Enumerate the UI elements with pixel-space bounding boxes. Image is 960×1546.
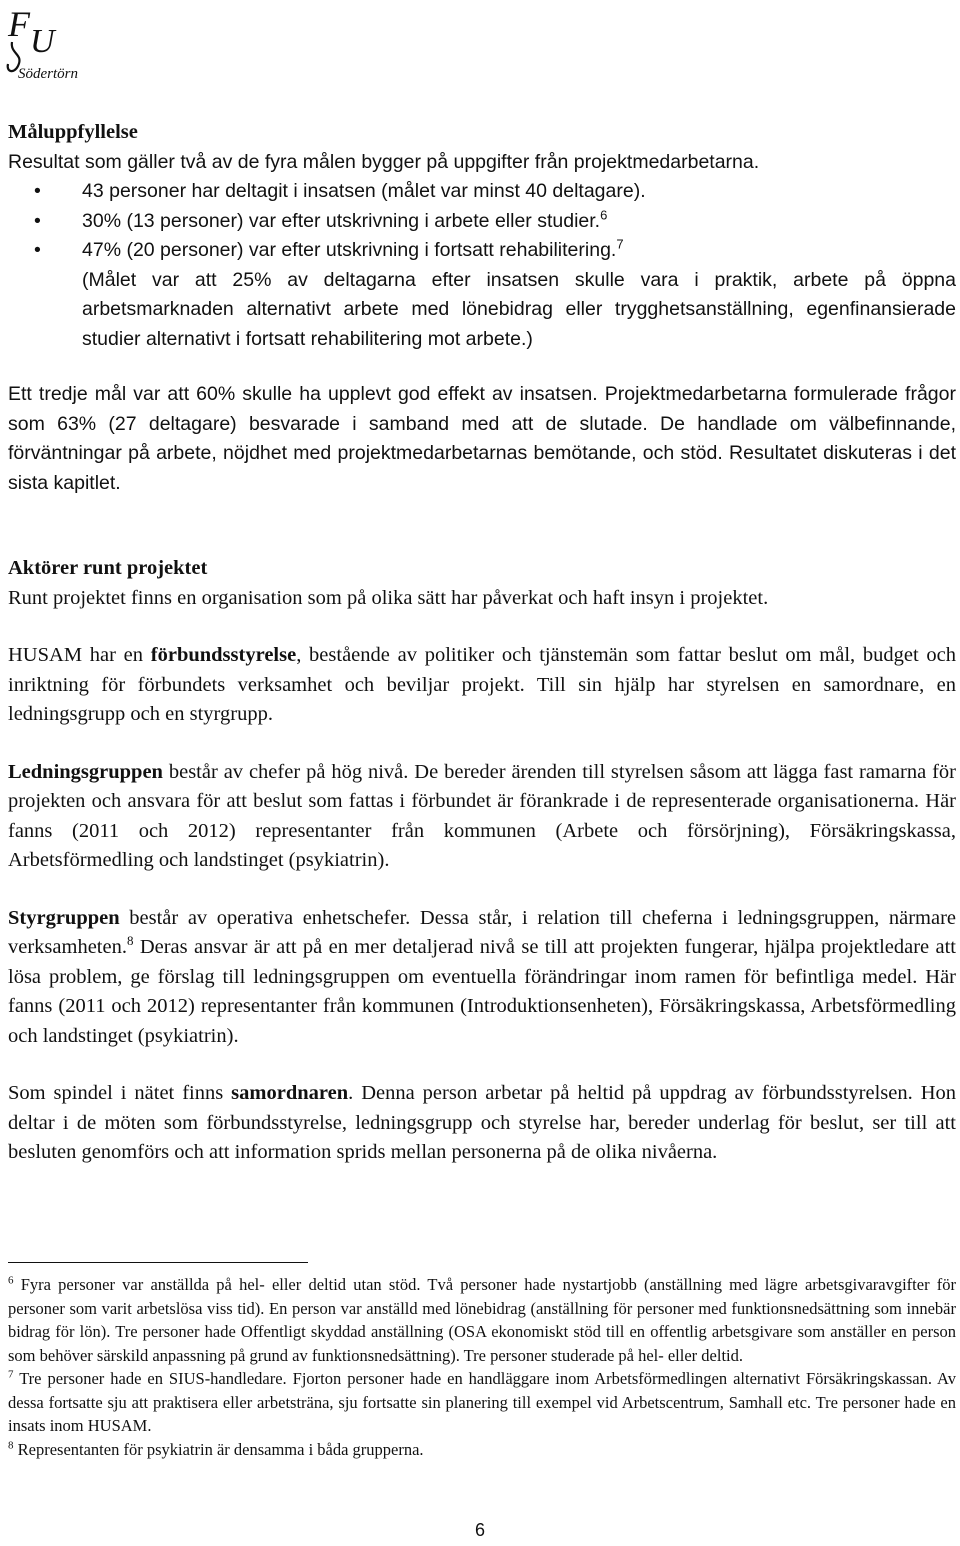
heading-aktorer: Aktörer runt projektet [8, 557, 208, 579]
results-intro: Resultat som gäller två av de fyra målen bygger på uppgifter från projektmedarbetarna. [8, 150, 760, 173]
logo-monogram-u: U [30, 23, 55, 60]
footnotes [8, 1262, 956, 1461]
footnote-ref: 8 [126, 933, 134, 949]
footnote-7: $^7$ Tre personer hade en SIUS-handledare. Fjorton personer hade en handläggare inom Arbetsförmedlingen alternativt Försäkringskassan. Av dessa fortsatte sju att praktisera eller arbetsträna, sju fortsatte sin planering till exempel vid Arbetscentrum, Samhall etc. Tre personer hade en insats inom HUSAM. [8, 1368, 956, 1435]
page-number: 6 [474, 1520, 485, 1540]
husam-paragraph: HUSAM har en förbundsstyrelse, bestående av politiker och tjänstemän som fattar beslut om mål, budget och inriktning för förbundets verksamhet och beviljar projekt. Till sin hjälp har styrelsen en samordnare, en ledningsgrupp och en styrgrupp. [8, 644, 956, 725]
list-item: • 43 personer har deltagit i insatsen (målet var minst 40 deltagare). [8, 177, 956, 207]
logo-wordmark: Södertörn [18, 66, 78, 82]
samordnaren-paragraph: Som spindel i nätet finns samordnaren. Denna person arbetar på heltid på uppdrag av förbundsstyrelsen. Hon deltar i de möten som förbundsstyrelse, ledningsgrupp och styrelse har, bereder underlag för beslut, ser till att besluten genomförs och att information sprids mellan personerna på de olika nivåerna. [8, 1082, 956, 1163]
term-ledningsgruppen: Ledningsgruppen [8, 760, 163, 783]
bullet-icon: • [34, 209, 41, 232]
logo-monogram-f: F [8, 4, 30, 44]
footnote-8: $^8$ Representanten för psykiatrin är densamma i båda grupperna. [8, 1439, 424, 1459]
page-body [8, 118, 956, 1168]
goal-note: (Målet var att 25% av deltagarna efter insatsen skulle vara i praktik, arbete på öppna arbetsmarknaden alternativt arbete med lönebidrag eller trygghetsanställning, egenfinansierade studier alternativt i fortsatt rehabilitering mot arbete.) [82, 268, 956, 350]
list-item: • 30% (13 personer) var efter utskrivning i arbete eller studier.$^6$ [8, 207, 956, 237]
footnote-6: $^6$ Fyra personer var anställda på hel- eller deltid utan stöd. Två personer hade nystartjobb (anställning med lägre arbetsgivaravgifter för personer som varit arbetslösa viss tid). En person var anställd med lönebidrag (anställning för personer med funktionsnedsättning som innebär bidrag för lön). Tre personer hade Offentligt skyddad anställning (OSA ekonomiskt stöd till en offentlig arbetsgivare som anställer en person som behöver särskild anpassning på grund av funktionsnedsättning). Tre personer studerade på hel- eller deltid. [8, 1274, 957, 1365]
footnote-ref: 6 [600, 207, 608, 222]
term-forbundsstyrelse: förbundsstyrelse [150, 644, 297, 666]
heading-maluppfyllelse: Måluppfyllelse [8, 121, 138, 143]
footnote-divider [8, 1262, 308, 1263]
bullet-icon: • [34, 239, 41, 261]
actors-intro: Runt projektet finns en organisation som på olika sätt har påverkat och haft insyn i projektet. [8, 586, 769, 609]
ledningsgruppen-paragraph: Ledningsgruppen består av chefer på hög nivå. De bereder ärenden till styrelsen såsom att lägga fast ramarna för projekten och ansvara för att beslut som fattas i förbundet är förankrade i de representerade organisationerna. Här fanns (2011 och 2012) representanter från kommunen (Arbete och försörjning), Försäkringskassa, Arbetsförmedling och landstinget (psykiatrin). [8, 760, 956, 871]
bullet-icon: • [34, 180, 41, 202]
footnote-ref: 7 [616, 236, 624, 252]
sodertorn-logo [4, 2, 88, 86]
third-goal-paragraph: Ett tredje mål var att 60% skulle ha upplevt god effekt av insatsen. Projektmedarbetarna formulerade frågor som 63% (27 deltagare) besvarade i samband med att de slutade. De handlade om välbefinnande, förväntningar på arbete, nöjdhet med projektmedarbetarnas bemötande, och stöd. Resultatet diskuteras i det sista kapitlet. [8, 383, 956, 494]
list-item: • 47% (20 personer) var efter utskrivning i fortsatt rehabilitering.$^7$ [8, 236, 956, 266]
results-list [8, 177, 956, 266]
term-styrgruppen: Styrgruppen [8, 906, 120, 929]
term-samordnaren: samordnaren [231, 1082, 349, 1104]
styrgruppen-paragraph: Styrgruppen består av operativa enhetschefer. Dessa står, i relation till cheferna i ledningsgruppen, närmare verksamheten.$^8$ Deras ansvar är att på en mer detaljerad nivå se till att projekten fungerar, hjälpa projektledare att lösa problem, ge förslag till ledningsgruppen om eventuella förändringar inom ramen för befintliga medel. Här fanns (2011 och 2012) representanter från kommunen (Introduktionsenheten), Försäkringskassa, Arbetsförmedling och landstinget (psykiatrin). [8, 906, 956, 1047]
